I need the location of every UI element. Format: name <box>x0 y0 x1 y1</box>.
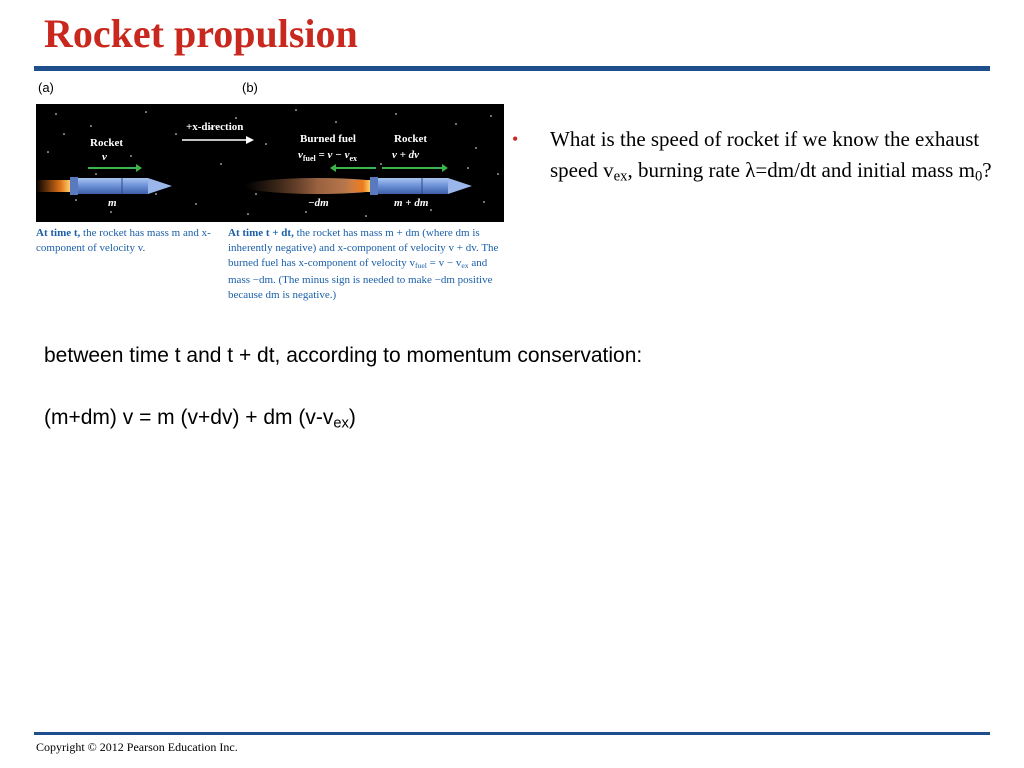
direction-label: +x-direction <box>186 121 244 133</box>
panel-b-label: (b) <box>242 80 258 95</box>
momentum-statement: between time t and t + dt, according to momentum conservation: <box>44 344 643 367</box>
burned-fuel-velocity: $v_{fuel} = v - v_{ex}$ <box>298 149 358 163</box>
flame-b <box>346 180 370 192</box>
panel-a-label: (a) <box>38 80 54 95</box>
question-part3: ? <box>982 158 992 182</box>
caption-a-lead: At time t, <box>36 227 81 239</box>
question-sub-ex: ex <box>613 168 628 185</box>
copyright-footer: Copyright © 2012 Pearson Education Inc. <box>36 740 238 754</box>
equation-main: (m+dm) v = m (v+dv) + dm (v-v <box>44 406 334 429</box>
rocket-a <box>36 177 172 195</box>
rocket-b-velocity: v + dv <box>392 149 420 161</box>
rocket-a-body <box>78 178 148 194</box>
rocket-diagram <box>36 104 504 222</box>
burned-fuel-name: Burned fuel <box>300 133 356 145</box>
caption-b-mid: = v − v <box>426 257 462 269</box>
rocket-a-mass: m <box>108 197 117 209</box>
burned-fuel-mass: −dm <box>308 197 329 209</box>
rocket-b-mass: m + dm <box>394 197 429 209</box>
caption-b-sub1: fuel <box>414 260 427 270</box>
question-sub-0: 0 <box>974 168 983 185</box>
question-part1: What is the speed of rocket if we know the exhaust speed v <box>550 127 980 182</box>
footer-divider <box>34 732 990 735</box>
caption-a-text: the rocket has mass m and x-component of velocity v. <box>36 227 211 254</box>
bullet-marker: • <box>512 129 519 149</box>
question-text <box>550 124 1012 193</box>
caption-b-lead: At time t + dt, <box>228 227 294 239</box>
equation-sub-ex: ex <box>333 415 349 432</box>
caption-b-tail: and mass −dm. (The minus sign is needed to make −dm positive because dm is negative.) <box>228 257 493 301</box>
caption-b-sub2: ex <box>461 260 469 270</box>
rocket-a-name: Rocket <box>90 137 123 149</box>
caption-b <box>228 226 508 303</box>
rocket-a-nose <box>148 178 172 194</box>
rocket-b-body <box>378 178 448 194</box>
caption-b-text: the rocket has mass m + dm (where dm is inherently negative) and x-component of velocity v + dv. The burned fuel has x-component of velocity v <box>228 227 499 269</box>
title-divider <box>34 66 990 71</box>
rocket-b <box>370 177 472 195</box>
rocket-b-nose <box>448 178 472 194</box>
rocket-b-name: Rocket <box>394 133 427 145</box>
momentum-equation <box>44 406 356 432</box>
flame-a <box>36 180 70 192</box>
caption-a <box>36 226 214 256</box>
slide-title: Rocket propulsion <box>44 11 358 56</box>
equation-end: ) <box>348 406 356 429</box>
question-part2: , burning rate λ=dm/dt and initial mass m <box>627 158 975 182</box>
rocket-diagram-svg <box>36 104 504 222</box>
rocket-a-velocity: v <box>102 151 107 163</box>
